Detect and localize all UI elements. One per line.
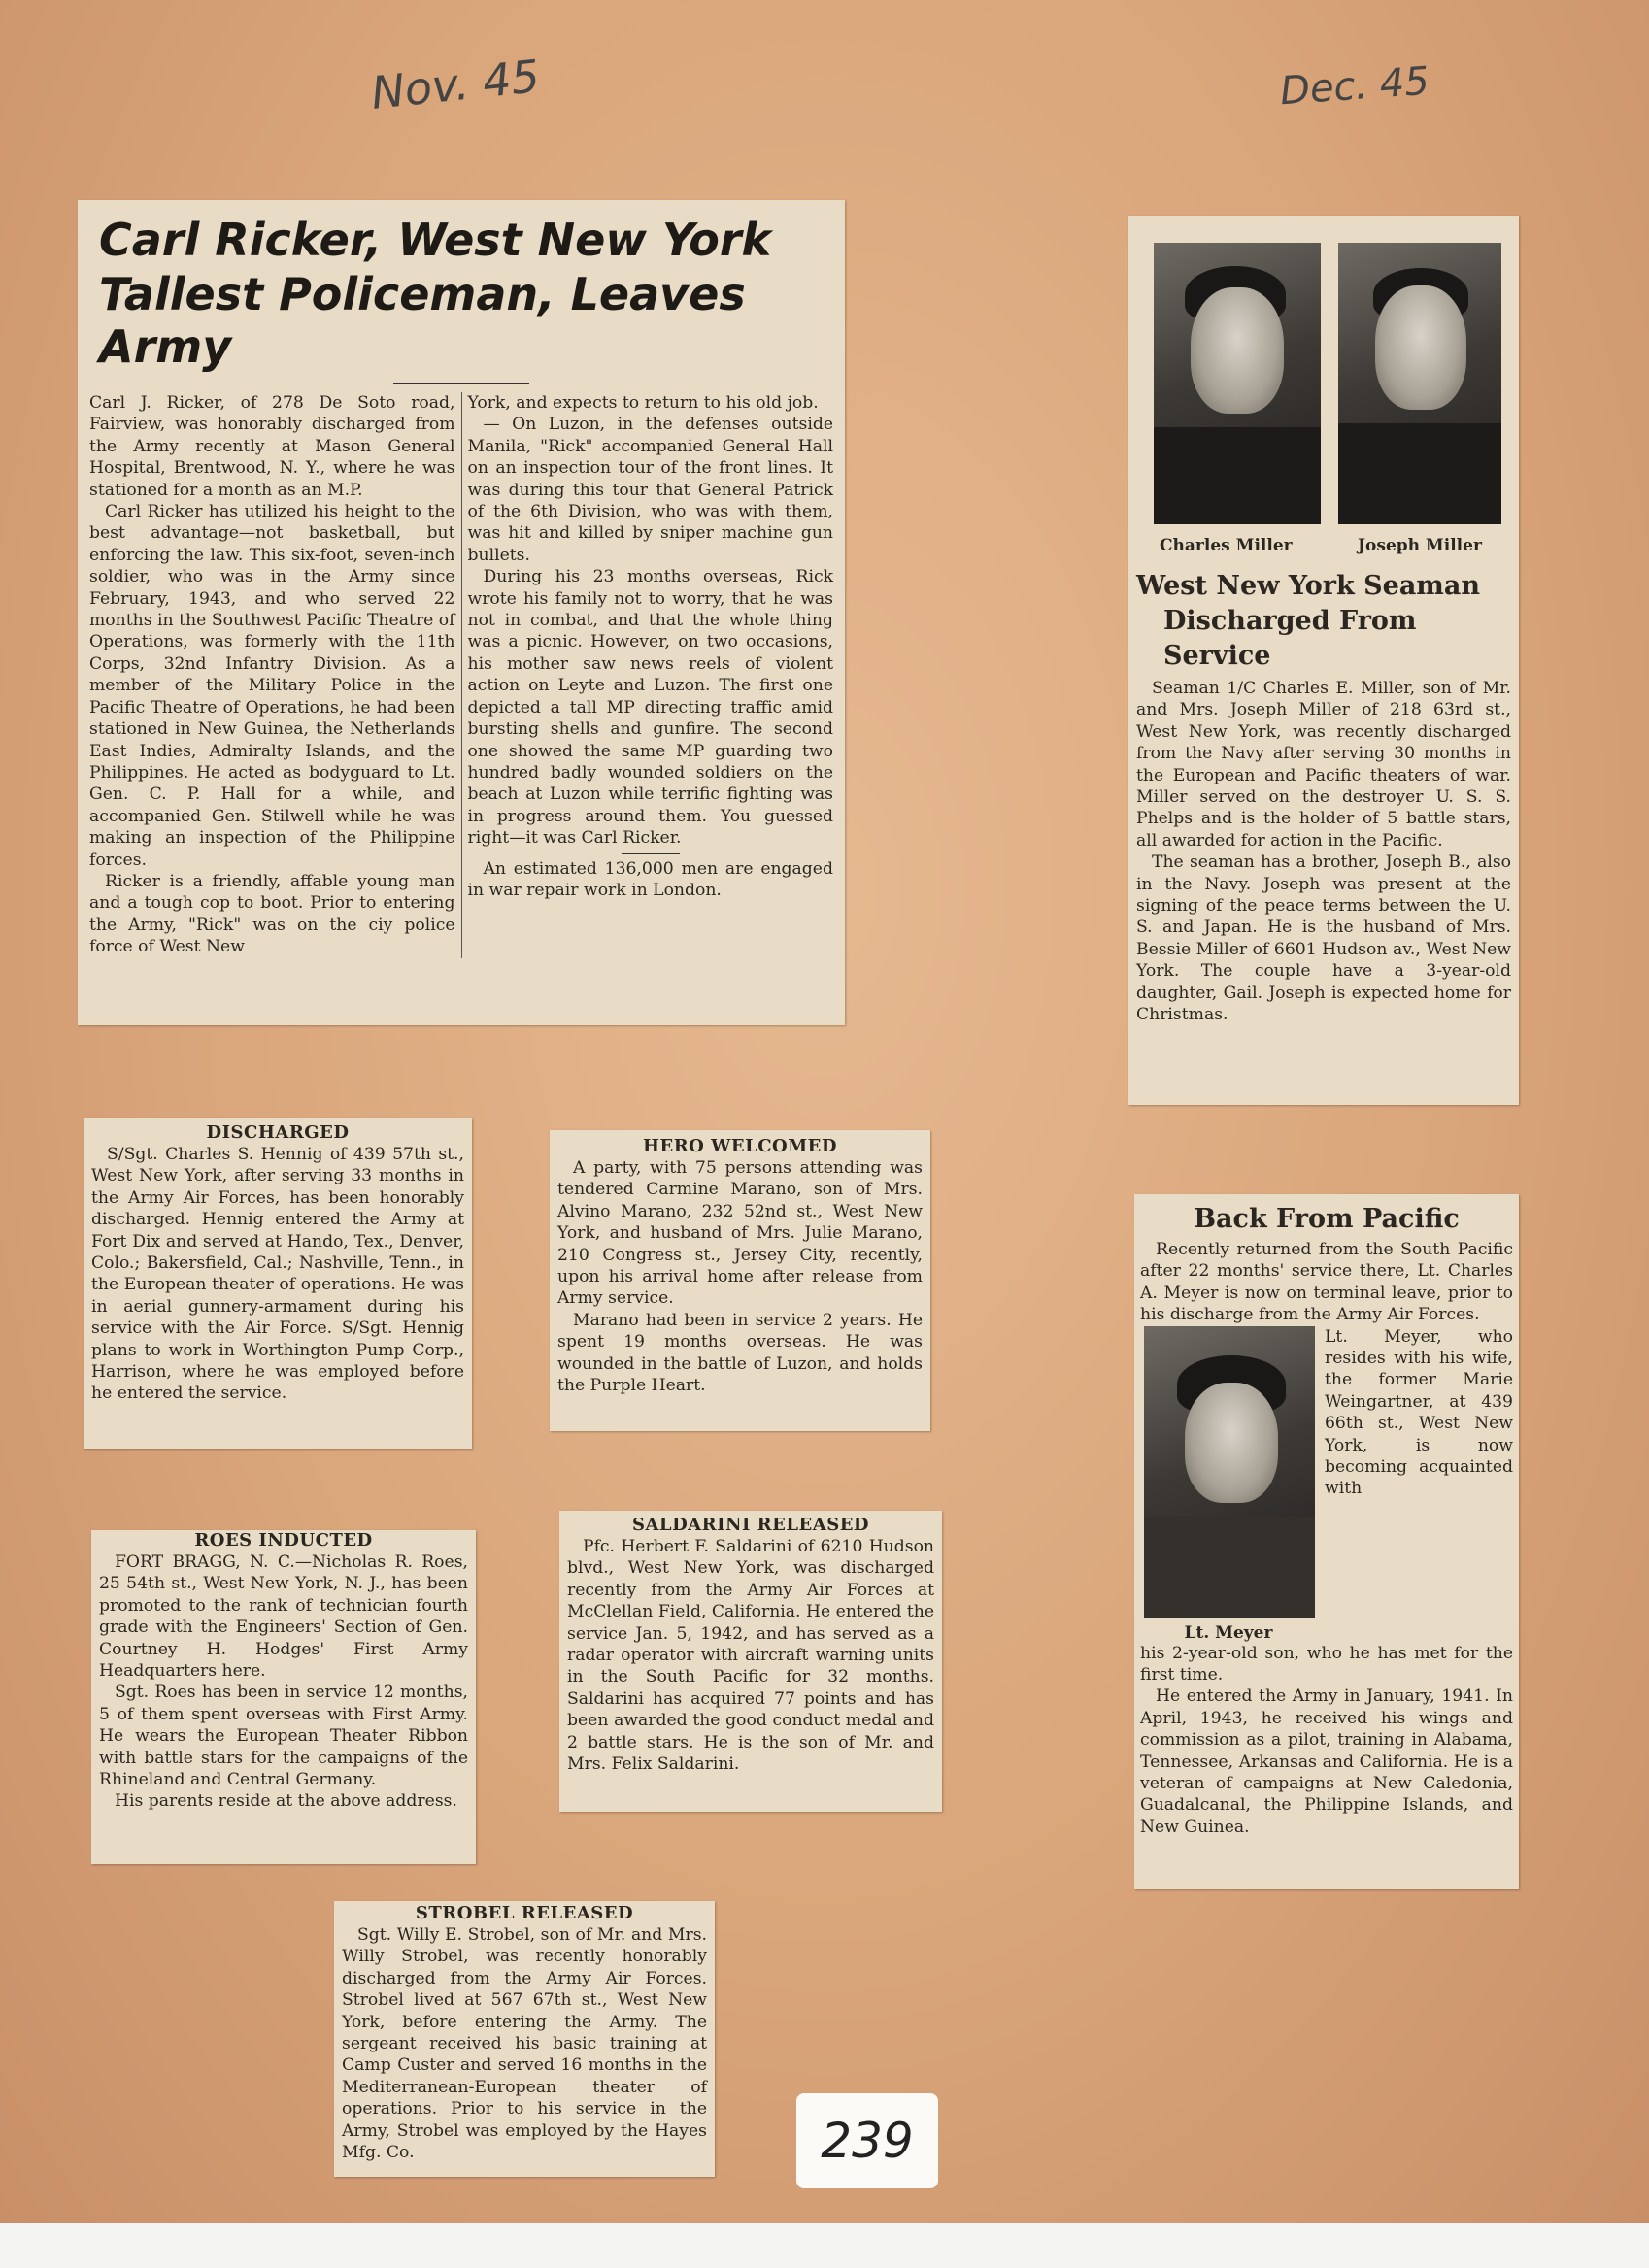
handwritten-date-left: Nov. 45 <box>368 50 543 119</box>
roes-inducted-article <box>91 1530 476 1864</box>
hero-paragraph: A party, with 75 persons attending was tendered Carmine Marano, son of Mrs. Alvino Marano, 232 52nd st., West New York, and husband of Mrs. Julie Marano, 210 Congress st., Jersey City, recently, upon his arrival home after release from Army service. <box>557 1158 923 1309</box>
caption-charles-miller: Charles Miller <box>1160 536 1293 555</box>
back-from-pacific-article <box>1134 1194 1519 1889</box>
miller-photos <box>1136 233 1511 563</box>
pacific-paragraph: He entered the Army in January, 1941. In April, 1943, he received his wings and commission as a pilot, training in Alabama, Tennessee, Arkansas and California. He is a veteran of campaigns at New Caledonia, Guadalcanal, the Philippine Islands, and New Guinea. <box>1140 1686 1513 1837</box>
headline-rule <box>393 383 529 384</box>
joseph-miller-photo <box>1338 243 1501 524</box>
saldarini-released-article <box>559 1511 942 1812</box>
roes-paragraph: Sgt. Roes has been in service 12 months, 5 of them spent overseas with First Army. He wears the European Theater Ribbon with battle stars for the campaigns of the Rhineland and Central Germany. <box>99 1683 468 1790</box>
miller-headline-2: Discharged From Service <box>1163 606 1417 671</box>
pacific-intro: Recently returned from the South Pacific after 22 months' service there, Lt. Charles A. Meyer is now on terminal leave, prior to his discharge from the Army Air Forces. <box>1140 1240 1513 1325</box>
discharged-text: S/Sgt. Charles S. Hennig of 439 57th st., West New York, after serving 33 months in the Army Air Forces, has been honorably discharged. Hennig entered the Army at Fort Dix and served at Hando, Tex., Denver, Colo.; Bakersfield, Cal.; Nashville, Tenn., in the European theater of operations. He was in aerial gunnery-armament during his service with the Air Force. S/Sgt. Hennig plans to work in Worthington Pump Corp., Harrison, where he was employed before he entered the service. <box>91 1145 464 1404</box>
ricker-paragraph: During his 23 months overseas, Rick wrote his family not to worry, that he was not in combat, and that the whole thing was a picnic. However, on two occasions, his mother saw news reels of violent action on Leyte and Luzon. The first one depicted a tall MP directing traffic amid bursting shells and gunfire. The second one showed the same MP guarding two hundred badly wounded soldiers on the beach at Luzon while terrific fighting was in progress around them. You guessed right—it was Carl Ricker. <box>467 567 833 849</box>
pacific-side-text: Lt. Meyer, who resides with his wife, the former Marie Weingartner, at 439 66th st., West New York, is now becoming acquainted with <box>1325 1326 1513 1499</box>
miller-paragraph: The seaman has a brother, Joseph B., also in the Navy. Joseph was present at the signing of the peace terms between the U. S. and Japan. He is the husband of Mrs. Bessie Miller of 6601 Hudson av., West New York. The couple have a 3-year-old daughter, Gail. Joseph is expected home for Christmas. <box>1136 852 1511 1025</box>
ricker-paragraph: Carl Ricker has utilized his height to the best advantage—not basketball, but enforcing the law. This six-foot, seven-inch soldier, who was in the Army since February, 1943, and who served 22 months in the Southwest Pacific Theatre of Operations, was formerly with the 11th Corps, 32nd Infantry Division. As a member of the Military Police in the Pacific Theatre of Operations, he had been stationed in New Guinea, the Netherlands East Indies, Admiralty Islands, and the Philippines. He acted as bodyguard to Lt. Gen. C. P. Hall for a while, and accompanied Gen. Stilwell while he was making an inspection of the Philippine forces. <box>89 502 455 870</box>
hero-paragraph: Marano had been in service 2 years. He spent 19 months overseas. He was wounded in the battle of Luzon, and holds the Purple Heart. <box>557 1310 923 1396</box>
ricker-paragraph: Ricker is a friendly, affable young man and a tough cop to boot. Prior to entering the Army, "Rick" was on the ciy police force of West New <box>89 871 455 957</box>
hero-welcomed-article <box>550 1130 930 1431</box>
meyer-photo-block <box>1140 1326 1317 1643</box>
roes-heading: ROES INDUCTED <box>194 1530 373 1551</box>
discharged-heading: DISCHARGED <box>206 1122 350 1143</box>
handwritten-date-right: Dec. 45 <box>1278 58 1431 115</box>
ricker-headline-2: Tallest Policeman, Leaves Army <box>99 268 746 373</box>
strobel-released-article <box>334 1901 715 2177</box>
page-number-label: 239 <box>796 2093 938 2188</box>
ricker-headline-1: Carl Ricker, West New York <box>99 214 772 266</box>
ricker-paragraph: York, and expects to return to his old job. <box>467 393 819 413</box>
charles-miller-photo <box>1154 243 1321 524</box>
ricker-column-2 <box>461 392 840 958</box>
hero-heading: HERO WELCOMED <box>643 1136 837 1156</box>
caption-joseph-miller: Joseph Miller <box>1358 536 1482 555</box>
ricker-article <box>78 200 845 1025</box>
pacific-heading: Back From Pacific <box>1194 1204 1460 1234</box>
divider <box>622 853 680 854</box>
strobel-text: Sgt. Willy E. Strobel, son of Mr. and Mrs. Willy Strobel, was recently honorably discharged from the Army Air Forces. Strobel lived at 567 67th st., West New York, before entering the Army. The sergeant received his basic training at Camp Custer and served 16 months in the Mediterranean-European theater of operations. Prior to his service in the Army, Strobel was employed by the Hayes Mfg. Co. <box>342 1925 707 2163</box>
ricker-paragraph: — On Luzon, in the defenses outside Manila, "Rick" accompanied General Hall on an inspection tour of the front lines. It was during this tour that General Patrick of the 6th Division, who was with them, was hit and killed by sniper machine gun bullets. <box>467 415 833 565</box>
ricker-column-1 <box>84 392 461 958</box>
meyer-photo <box>1144 1326 1315 1618</box>
strobel-heading: STROBEL RELEASED <box>415 1903 634 1923</box>
ricker-paragraph: Carl J. Ricker, of 278 De Soto road, Fairview, was honorably discharged from the Army recently at Mason General Hospital, Brentwood, N. Y., where he was stationed for a month as an M.P. <box>89 393 455 500</box>
miller-article <box>1128 216 1519 1105</box>
pacific-continuation: his 2-year-old son, who he has met for the first time. <box>1140 1643 1513 1685</box>
roes-paragraph: His parents reside at the above address. <box>115 1791 457 1812</box>
discharged-article <box>84 1118 472 1449</box>
roes-paragraph: FORT BRAGG, N. C.—Nicholas R. Roes, 25 54th st., West New York, N. J., has been promoted to the rank of technician fourth grade with the Engineers' Section of Gen. Courtney H. Hodges' First Army Headquarters here. <box>99 1552 468 1682</box>
ricker-columns <box>84 392 839 958</box>
miller-headline-1: West New York Seaman <box>1136 571 1481 601</box>
pacific-photo-row <box>1140 1326 1513 1643</box>
saldarini-heading: SALDARINI RELEASED <box>631 1515 870 1535</box>
ricker-paragraph: An estimated 136,000 men are engaged in war repair work in London. <box>467 858 833 900</box>
miller-paragraph: Seaman 1/C Charles E. Miller, son of Mr. and Mrs. Joseph Miller of 218 63rd st., West New York, was recently discharged from the Navy after serving 30 months in the European and Pacific theaters of war. Miller served on the destroyer U. S. S. Phelps and is the holder of 5 battle stars, all awarded for action in the Pacific. <box>1136 679 1511 850</box>
scan-margin <box>0 2223 1649 2268</box>
saldarini-text: Pfc. Herbert F. Saldarini of 6210 Hudson blvd., West New York, was discharged recently from the Army Air Forces at McClellan Field, California. He entered the service Jan. 5, 1942, and has served as a radar operator with aircraft warning units in the South Pacific for 32 months. Saldarini has acquired 77 points and has been awarded the good conduct medal and 2 battle stars. He is the son of Mr. and Mrs. Felix Saldarini. <box>567 1537 934 1775</box>
meyer-caption: Lt. Meyer <box>1184 1622 1273 1643</box>
